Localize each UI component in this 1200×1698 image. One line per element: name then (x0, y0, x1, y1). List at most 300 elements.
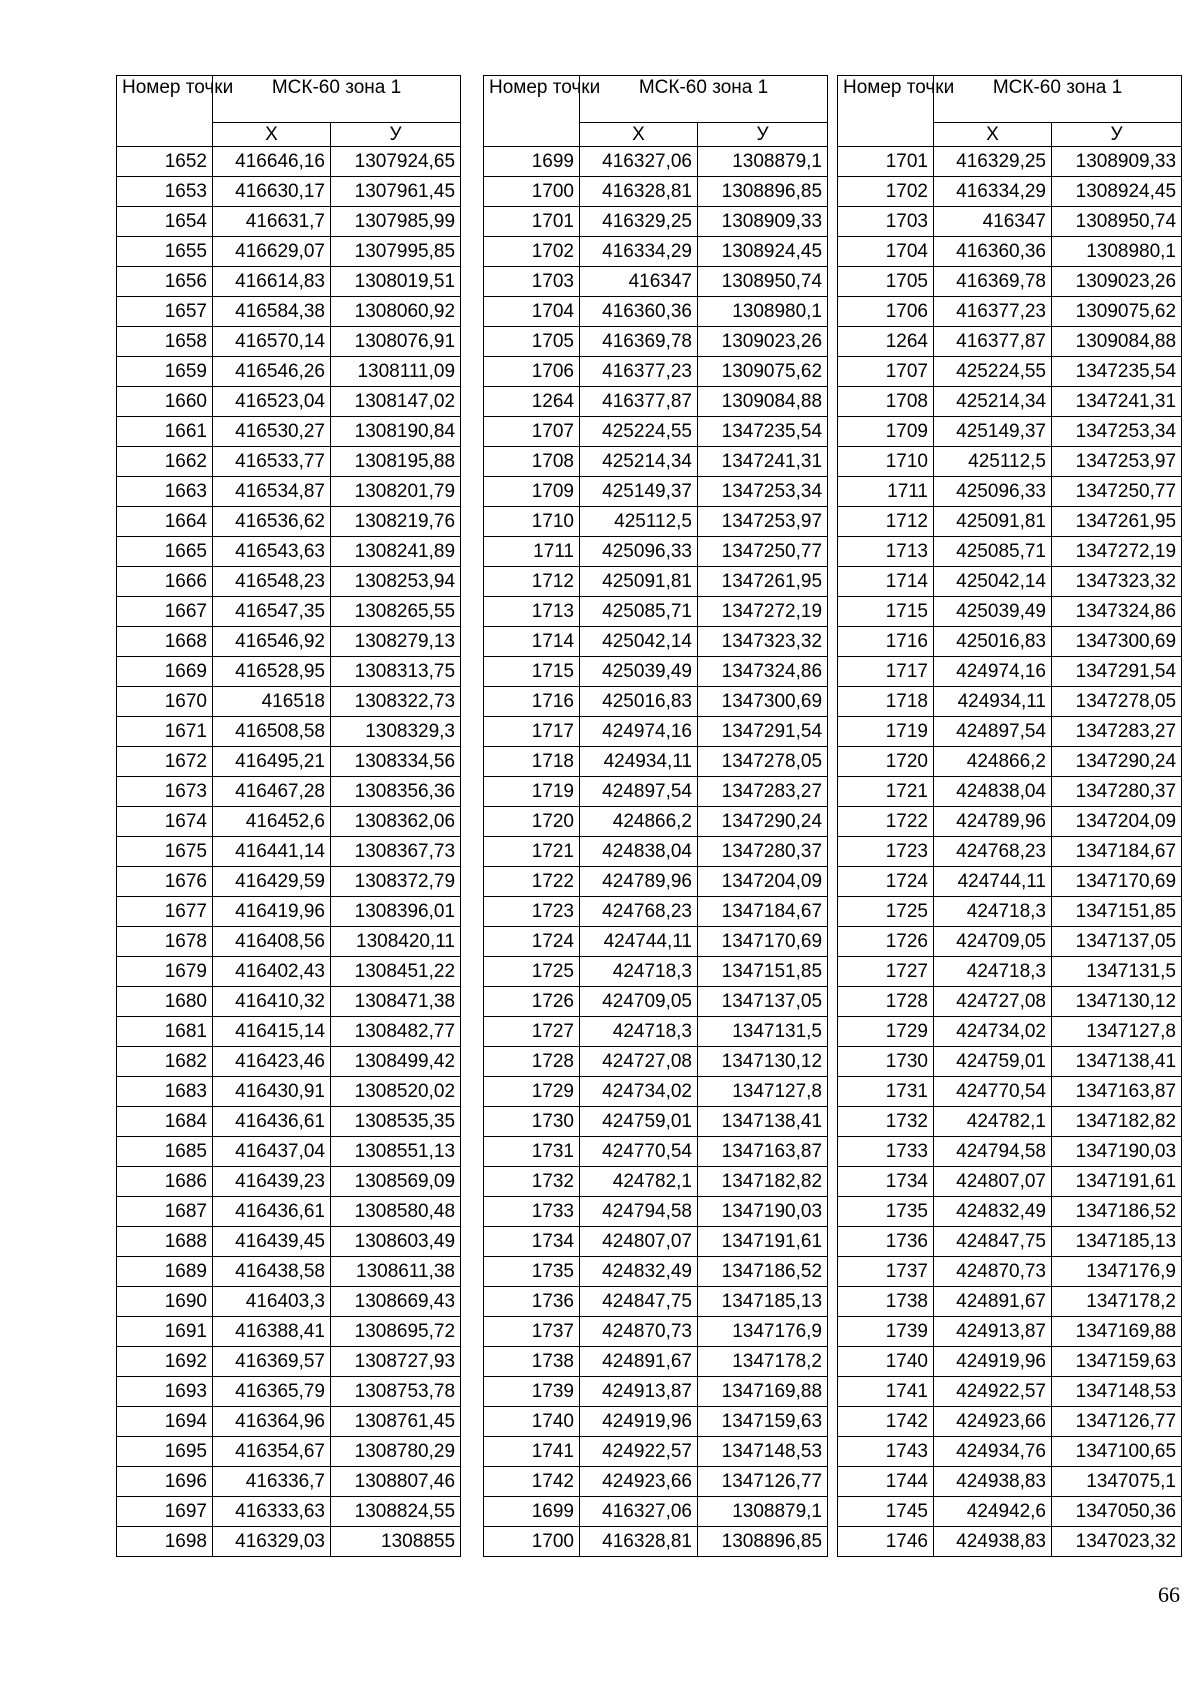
coordinate-system-header: МСК-60 зона 1 (213, 76, 461, 123)
x-coordinate-cell: 424934,11 (580, 747, 698, 777)
y-coordinate-cell: 1347138,41 (698, 1107, 828, 1137)
x-coordinate-cell: 425091,81 (580, 567, 698, 597)
point-number-cell: 1671 (117, 717, 213, 747)
x-coordinate-cell: 416528,95 (213, 657, 331, 687)
x-coordinate-cell: 425149,37 (580, 477, 698, 507)
y-coordinate-cell: 1308201,79 (331, 477, 461, 507)
x-coordinate-cell: 416646,16 (213, 147, 331, 177)
x-coordinate-cell: 424759,01 (934, 1047, 1052, 1077)
y-coordinate-cell: 1308147,02 (331, 387, 461, 417)
point-number-cell: 1659 (117, 357, 213, 387)
y-coordinate-cell: 1308980,1 (698, 297, 828, 327)
y-coordinate-cell: 1347163,87 (698, 1137, 828, 1167)
y-coordinate-cell: 1308322,73 (331, 687, 461, 717)
x-coordinate-cell: 424942,6 (934, 1497, 1052, 1527)
y-coordinate-cell: 1347323,32 (1052, 567, 1182, 597)
x-coordinate-cell: 416410,32 (213, 987, 331, 1017)
point-number-cell: 1741 (838, 1377, 934, 1407)
table-row (484, 837, 828, 867)
x-coordinate-cell: 424897,54 (934, 717, 1052, 747)
point-number-cell: 1706 (484, 357, 580, 387)
y-coordinate-cell: 1308219,76 (331, 507, 461, 537)
y-coordinate-cell: 1308727,93 (331, 1347, 461, 1377)
x-coordinate-cell: 416327,06 (580, 1497, 698, 1527)
point-number-cell: 1678 (117, 927, 213, 957)
table-row (117, 1167, 461, 1197)
table-row (484, 1467, 828, 1497)
table-row (484, 657, 828, 687)
coordinates-table-1 (116, 75, 461, 1557)
x-coordinate-cell: 416377,23 (934, 297, 1052, 327)
table-row (117, 1407, 461, 1437)
point-number-cell: 1737 (484, 1317, 580, 1347)
point-number-cell: 1665 (117, 537, 213, 567)
table-row (838, 567, 1182, 597)
point-number-cell: 1699 (484, 147, 580, 177)
y-coordinate-cell: 1308499,42 (331, 1047, 461, 1077)
table-row (484, 1527, 828, 1557)
y-coordinate-cell: 1308356,36 (331, 777, 461, 807)
point-number-cell: 1746 (838, 1527, 934, 1557)
table-row (484, 147, 828, 177)
table-row (838, 1227, 1182, 1257)
table-row (117, 867, 461, 897)
y-coordinate-cell: 1347170,69 (1052, 867, 1182, 897)
y-coordinate-cell: 1308420,11 (331, 927, 461, 957)
table-row (484, 447, 828, 477)
point-number-cell: 1692 (117, 1347, 213, 1377)
y-coordinate-cell: 1347241,31 (1052, 387, 1182, 417)
y-coordinate-cell: 1347280,37 (698, 837, 828, 867)
table-row (838, 1377, 1182, 1407)
point-number-cell: 1717 (838, 657, 934, 687)
y-coordinate-cell: 1308950,74 (1052, 207, 1182, 237)
table-row (838, 357, 1182, 387)
y-coordinate-cell: 1308950,74 (698, 267, 828, 297)
point-number-cell: 1652 (117, 147, 213, 177)
y-coordinate-cell: 1347191,61 (1052, 1167, 1182, 1197)
table-row (117, 567, 461, 597)
point-number-cell: 1737 (838, 1257, 934, 1287)
y-coordinate-cell: 1307985,99 (331, 207, 461, 237)
table-row (838, 1107, 1182, 1137)
y-coordinate-cell: 1347159,63 (1052, 1347, 1182, 1377)
table-row (484, 1167, 828, 1197)
point-number-cell: 1653 (117, 177, 213, 207)
point-number-cell: 1691 (117, 1317, 213, 1347)
y-coordinate-cell: 1347186,52 (1052, 1197, 1182, 1227)
point-number-cell: 1677 (117, 897, 213, 927)
point-number-cell: 1712 (484, 567, 580, 597)
y-coordinate-cell: 1347191,61 (698, 1227, 828, 1257)
x-coordinate-cell: 416364,96 (213, 1407, 331, 1437)
point-number-cell: 1703 (838, 207, 934, 237)
coordinates-table-3 (837, 75, 1182, 1557)
point-number-cell: 1706 (838, 297, 934, 327)
y-coordinate-cell: 1308372,79 (331, 867, 461, 897)
x-coordinate-cell: 424923,66 (934, 1407, 1052, 1437)
x-coordinate-cell: 416438,58 (213, 1257, 331, 1287)
table-row (117, 807, 461, 837)
point-number-cell: 1705 (838, 267, 934, 297)
point-number-cell: 1716 (484, 687, 580, 717)
x-coordinate-cell: 416543,63 (213, 537, 331, 567)
x-coordinate-cell: 424734,02 (580, 1077, 698, 1107)
table-row (484, 687, 828, 717)
point-number-cell: 1730 (838, 1047, 934, 1077)
x-coordinate-cell: 424718,3 (934, 957, 1052, 987)
x-coordinate-cell: 416429,59 (213, 867, 331, 897)
x-coordinate-cell: 416354,67 (213, 1437, 331, 1467)
x-coordinate-cell: 416495,21 (213, 747, 331, 777)
table-row (484, 807, 828, 837)
y-coordinate-cell: 1347148,53 (698, 1437, 828, 1467)
x-coordinate-cell: 416415,14 (213, 1017, 331, 1047)
x-coordinate-cell: 416630,17 (213, 177, 331, 207)
table-row (484, 1077, 828, 1107)
x-coordinate-cell: 416419,96 (213, 897, 331, 927)
y-coordinate-cell: 1309075,62 (1052, 297, 1182, 327)
point-number-cell: 1742 (838, 1407, 934, 1437)
y-coordinate-cell: 1347184,67 (1052, 837, 1182, 867)
point-number-cell: 1661 (117, 417, 213, 447)
y-coordinate-cell: 1347075,1 (1052, 1467, 1182, 1497)
y-coordinate-cell: 1347182,82 (698, 1167, 828, 1197)
y-coordinate-cell: 1308551,13 (331, 1137, 461, 1167)
point-number-cell: 1705 (484, 327, 580, 357)
y-coordinate-cell: 1309023,26 (1052, 267, 1182, 297)
point-number-cell: 1727 (838, 957, 934, 987)
y-coordinate-cell: 1308520,02 (331, 1077, 461, 1107)
x-coordinate-cell: 416377,87 (934, 327, 1052, 357)
table-row (117, 687, 461, 717)
y-coordinate-cell: 1347131,5 (698, 1017, 828, 1047)
x-coordinate-cell: 424974,16 (934, 657, 1052, 687)
y-coordinate-cell: 1347278,05 (698, 747, 828, 777)
x-coordinate-cell: 416408,56 (213, 927, 331, 957)
x-column-header: X (934, 123, 1052, 147)
table-row (484, 1407, 828, 1437)
x-coordinate-cell: 416334,29 (934, 177, 1052, 207)
table-row (484, 1287, 828, 1317)
point-number-header: Номер точки (484, 76, 580, 147)
y-coordinate-cell: 1347185,13 (698, 1287, 828, 1317)
point-number-cell: 1668 (117, 627, 213, 657)
x-coordinate-cell: 425016,83 (580, 687, 698, 717)
table-row (838, 1437, 1182, 1467)
x-coordinate-cell: 424919,96 (934, 1347, 1052, 1377)
point-number-cell: 1672 (117, 747, 213, 777)
x-coordinate-cell: 424938,83 (934, 1467, 1052, 1497)
point-number-cell: 1663 (117, 477, 213, 507)
table-row (117, 897, 461, 927)
point-number-cell: 1664 (117, 507, 213, 537)
y-coordinate-cell: 1308265,55 (331, 597, 461, 627)
y-coordinate-cell: 1347290,24 (698, 807, 828, 837)
y-coordinate-cell: 1347291,54 (698, 717, 828, 747)
x-coordinate-cell: 424847,75 (580, 1287, 698, 1317)
point-number-cell: 1676 (117, 867, 213, 897)
y-coordinate-cell: 1308980,1 (1052, 237, 1182, 267)
point-number-cell: 1714 (484, 627, 580, 657)
point-number-cell: 1712 (838, 507, 934, 537)
table-row (838, 1317, 1182, 1347)
point-number-cell: 1717 (484, 717, 580, 747)
x-column-header: X (213, 123, 331, 147)
x-coordinate-cell: 416437,04 (213, 1137, 331, 1167)
y-coordinate-cell: 1347137,05 (1052, 927, 1182, 957)
x-coordinate-cell: 424744,11 (934, 867, 1052, 897)
table-row (117, 837, 461, 867)
y-coordinate-cell: 1308879,1 (698, 1497, 828, 1527)
y-coordinate-cell: 1347204,09 (698, 867, 828, 897)
table-row (117, 507, 461, 537)
table-row (117, 1107, 461, 1137)
point-number-cell: 1739 (484, 1377, 580, 1407)
x-coordinate-cell: 424807,07 (934, 1167, 1052, 1197)
point-number-cell: 1690 (117, 1287, 213, 1317)
point-number-cell: 1702 (484, 237, 580, 267)
y-coordinate-cell: 1347184,67 (698, 897, 828, 927)
point-number-cell: 1722 (838, 807, 934, 837)
table-row (838, 147, 1182, 177)
x-coordinate-cell: 424847,75 (934, 1227, 1052, 1257)
table-row (484, 207, 828, 237)
y-column-header: У (331, 123, 461, 147)
y-coordinate-cell: 1347050,36 (1052, 1497, 1182, 1527)
y-coordinate-cell: 1308396,01 (331, 897, 461, 927)
table-row (838, 1257, 1182, 1287)
y-coordinate-cell: 1347170,69 (698, 927, 828, 957)
y-coordinate-cell: 1308535,35 (331, 1107, 461, 1137)
point-number-cell: 1740 (838, 1347, 934, 1377)
table-row (838, 1527, 1182, 1557)
x-coordinate-cell: 424870,73 (934, 1257, 1052, 1287)
table-row (484, 957, 828, 987)
table-row (117, 327, 461, 357)
x-coordinate-cell: 424794,58 (580, 1197, 698, 1227)
table-row (838, 747, 1182, 777)
y-coordinate-cell: 1308279,13 (331, 627, 461, 657)
table-row (484, 357, 828, 387)
y-coordinate-cell: 1347176,9 (1052, 1257, 1182, 1287)
x-coordinate-cell: 424709,05 (934, 927, 1052, 957)
table-row (484, 897, 828, 927)
x-coordinate-cell: 424832,49 (934, 1197, 1052, 1227)
x-coordinate-cell: 424922,57 (934, 1377, 1052, 1407)
point-number-cell: 1656 (117, 267, 213, 297)
table-row (484, 177, 828, 207)
x-coordinate-cell: 424832,49 (580, 1257, 698, 1287)
y-coordinate-cell: 1347283,27 (1052, 717, 1182, 747)
x-coordinate-cell: 424919,96 (580, 1407, 698, 1437)
point-number-cell: 1723 (484, 897, 580, 927)
point-number-cell: 1742 (484, 1467, 580, 1497)
point-number-cell: 1679 (117, 957, 213, 987)
table-row (838, 1017, 1182, 1047)
point-number-cell: 1729 (838, 1017, 934, 1047)
point-number-cell: 1667 (117, 597, 213, 627)
y-coordinate-cell: 1347280,37 (1052, 777, 1182, 807)
table-row (484, 1137, 828, 1167)
y-coordinate-cell: 1308482,77 (331, 1017, 461, 1047)
y-coordinate-cell: 1347130,12 (1052, 987, 1182, 1017)
table-row (484, 327, 828, 357)
x-coordinate-cell: 424744,11 (580, 927, 698, 957)
point-number-cell: 1680 (117, 987, 213, 1017)
y-coordinate-cell: 1347250,77 (698, 537, 828, 567)
y-coordinate-cell: 1347253,34 (698, 477, 828, 507)
y-coordinate-cell: 1347169,88 (1052, 1317, 1182, 1347)
point-number-cell: 1707 (838, 357, 934, 387)
table-row (117, 357, 461, 387)
x-coordinate-cell: 416546,92 (213, 627, 331, 657)
y-coordinate-cell: 1347126,77 (1052, 1407, 1182, 1437)
y-coordinate-cell: 1308362,06 (331, 807, 461, 837)
y-coordinate-cell: 1308241,89 (331, 537, 461, 567)
table-row (838, 207, 1182, 237)
x-coordinate-cell: 416439,23 (213, 1167, 331, 1197)
point-number-cell: 1682 (117, 1047, 213, 1077)
y-coordinate-cell: 1347290,24 (1052, 747, 1182, 777)
y-coordinate-cell: 1308195,88 (331, 447, 461, 477)
point-number-cell: 1709 (484, 477, 580, 507)
table-row (117, 717, 461, 747)
table-row (838, 297, 1182, 327)
coordinate-system-header: МСК-60 зона 1 (580, 76, 828, 123)
point-number-cell: 1713 (484, 597, 580, 627)
y-coordinate-cell: 1347127,8 (1052, 1017, 1182, 1047)
y-coordinate-cell: 1308603,49 (331, 1227, 461, 1257)
table-row (117, 417, 461, 447)
x-coordinate-cell: 416518 (213, 687, 331, 717)
x-column-header: X (580, 123, 698, 147)
table-row (838, 627, 1182, 657)
point-number-cell: 1700 (484, 177, 580, 207)
table-row (117, 927, 461, 957)
point-number-cell: 1699 (484, 1497, 580, 1527)
point-number-header: Номер точки (838, 76, 934, 147)
point-number-cell: 1738 (484, 1347, 580, 1377)
x-coordinate-cell: 416328,81 (580, 1527, 698, 1557)
table-row (484, 597, 828, 627)
y-coordinate-cell: 1347253,97 (698, 507, 828, 537)
x-coordinate-cell: 424807,07 (580, 1227, 698, 1257)
x-coordinate-cell: 425112,5 (934, 447, 1052, 477)
y-coordinate-cell: 1308451,22 (331, 957, 461, 987)
y-coordinate-cell: 1347291,54 (1052, 657, 1182, 687)
point-number-cell: 1694 (117, 1407, 213, 1437)
y-coordinate-cell: 1347300,69 (698, 687, 828, 717)
y-coordinate-cell: 1308753,78 (331, 1377, 461, 1407)
point-number-cell: 1711 (838, 477, 934, 507)
table-row (838, 537, 1182, 567)
point-number-cell: 1662 (117, 447, 213, 477)
y-coordinate-cell: 1308076,91 (331, 327, 461, 357)
point-number-cell: 1736 (838, 1227, 934, 1257)
point-number-cell: 1727 (484, 1017, 580, 1047)
x-coordinate-cell: 424718,3 (934, 897, 1052, 927)
table-row (117, 747, 461, 777)
point-number-cell: 1708 (838, 387, 934, 417)
x-coordinate-cell: 425096,33 (580, 537, 698, 567)
x-coordinate-cell: 416534,87 (213, 477, 331, 507)
table-row (838, 1497, 1182, 1527)
x-coordinate-cell: 416436,61 (213, 1107, 331, 1137)
table-row (117, 957, 461, 987)
y-coordinate-cell: 1309084,88 (1052, 327, 1182, 357)
point-number-cell: 1658 (117, 327, 213, 357)
table-row (484, 1227, 828, 1257)
x-coordinate-cell: 416329,03 (213, 1527, 331, 1557)
point-number-cell: 1715 (484, 657, 580, 687)
table-row (838, 987, 1182, 1017)
point-number-cell: 1738 (838, 1287, 934, 1317)
point-number-cell: 1734 (838, 1167, 934, 1197)
table-row (117, 1137, 461, 1167)
point-number-cell: 1716 (838, 627, 934, 657)
x-coordinate-cell: 424768,23 (934, 837, 1052, 867)
x-coordinate-cell: 416614,83 (213, 267, 331, 297)
y-coordinate-cell: 1308924,45 (698, 237, 828, 267)
coordinate-system-header: МСК-60 зона 1 (934, 76, 1182, 123)
x-coordinate-cell: 416329,25 (934, 147, 1052, 177)
x-coordinate-cell: 424770,54 (580, 1137, 698, 1167)
y-coordinate-cell: 1347190,03 (698, 1197, 828, 1227)
table-row (117, 987, 461, 1017)
x-coordinate-cell: 416467,28 (213, 777, 331, 807)
point-number-cell: 1708 (484, 447, 580, 477)
point-number-cell: 1669 (117, 657, 213, 687)
x-coordinate-cell: 424727,08 (580, 1047, 698, 1077)
x-coordinate-cell: 425149,37 (934, 417, 1052, 447)
x-coordinate-cell: 416369,78 (580, 327, 698, 357)
table-row (117, 1047, 461, 1077)
x-coordinate-cell: 424782,1 (934, 1107, 1052, 1137)
y-coordinate-cell: 1347250,77 (1052, 477, 1182, 507)
point-number-cell: 1697 (117, 1497, 213, 1527)
table-row (484, 1017, 828, 1047)
y-coordinate-cell: 1347272,19 (1052, 537, 1182, 567)
point-number-cell: 1684 (117, 1107, 213, 1137)
point-number-cell: 1743 (838, 1437, 934, 1467)
point-number-cell: 1731 (484, 1137, 580, 1167)
x-coordinate-cell: 425016,83 (934, 627, 1052, 657)
table-row (117, 1377, 461, 1407)
table-row (838, 237, 1182, 267)
point-number-cell: 1724 (838, 867, 934, 897)
y-coordinate-cell: 1308909,33 (1052, 147, 1182, 177)
point-number-cell: 1729 (484, 1077, 580, 1107)
table-row (117, 1467, 461, 1497)
table-row (484, 237, 828, 267)
y-coordinate-cell: 1307995,85 (331, 237, 461, 267)
table-row (838, 657, 1182, 687)
x-coordinate-cell: 425112,5 (580, 507, 698, 537)
point-number-cell: 1711 (484, 537, 580, 567)
point-number-cell: 1695 (117, 1437, 213, 1467)
x-coordinate-cell: 425042,14 (934, 567, 1052, 597)
table-row (484, 1107, 828, 1137)
y-coordinate-cell: 1347100,65 (1052, 1437, 1182, 1467)
table-row (838, 957, 1182, 987)
x-coordinate-cell: 416441,14 (213, 837, 331, 867)
point-number-cell: 1657 (117, 297, 213, 327)
x-coordinate-cell: 416360,36 (580, 297, 698, 327)
point-number-cell: 1683 (117, 1077, 213, 1107)
point-number-cell: 1696 (117, 1467, 213, 1497)
table-row (838, 1287, 1182, 1317)
